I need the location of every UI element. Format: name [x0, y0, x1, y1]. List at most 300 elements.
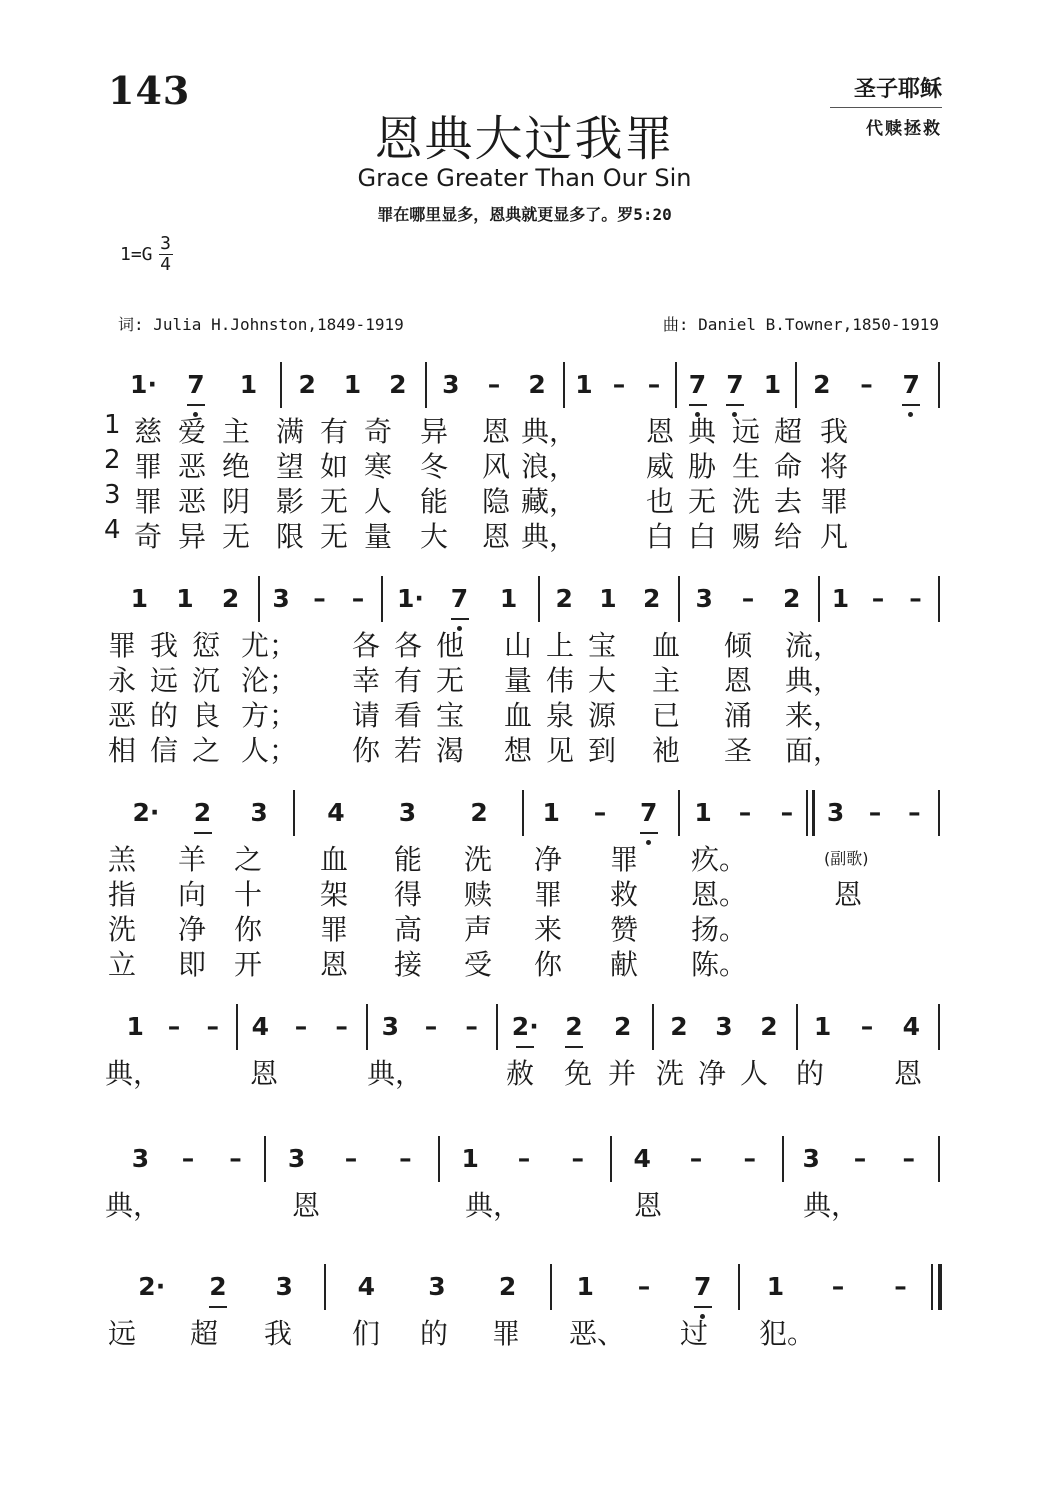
note: –: [294, 1012, 308, 1041]
double-bar-line: [812, 790, 815, 836]
lyric-syllable: 沉: [191, 664, 220, 697]
lyric-syllable: 各: [351, 629, 380, 662]
note: 1: [575, 370, 593, 399]
lyric-syllable: 凡: [819, 520, 848, 553]
note: –: [571, 1144, 584, 1173]
bar-line: [818, 576, 820, 622]
lyric-syllable: 寒: [363, 450, 392, 483]
bar-line: [366, 1004, 368, 1050]
note: 2: [643, 584, 661, 613]
lyric-syllable: 受: [463, 948, 492, 981]
lyric-syllable: 恶: [177, 450, 206, 483]
verse-number: 2: [104, 445, 121, 475]
category-sub: 代赎拯救: [866, 119, 942, 139]
lyric-syllable: 能: [393, 843, 422, 876]
category-main: 圣子耶稣: [830, 72, 942, 108]
lyric-line-1: [105, 1184, 942, 1222]
note: 2: [204, 1272, 232, 1301]
lyric-syllable: 阴: [221, 485, 250, 518]
lyric-syllable: 想: [503, 734, 532, 767]
lyric-syllable: 给: [773, 520, 802, 553]
lyric-syllable: 洗: [107, 913, 136, 946]
note: 1: [126, 1012, 144, 1041]
refrain-label: (副歌): [824, 849, 869, 868]
note: 3: [381, 1012, 400, 1041]
lyric-syllable: 净: [177, 913, 206, 946]
bar-line: [610, 1136, 612, 1182]
lyric-syllable: 恩: [319, 948, 348, 981]
lyric-syllable: 无: [221, 520, 250, 553]
lyric-syllable: 上: [545, 629, 574, 662]
note: –: [868, 798, 882, 827]
note: 3: [826, 798, 845, 827]
lyric-syllable: 十: [233, 878, 262, 911]
note: 1·: [396, 584, 424, 613]
bar-line: [652, 1004, 654, 1050]
lyric-syllable: 恩: [249, 1057, 278, 1090]
note: 3: [715, 1012, 733, 1041]
lyric-syllable: 人: [363, 485, 392, 518]
bar-line: [796, 1004, 798, 1050]
bar-line: [738, 1264, 740, 1310]
note: 2: [189, 798, 217, 827]
lyric-syllable: 血: [503, 699, 532, 732]
lyric-syllable: 恶、: [569, 1317, 626, 1350]
lyric-syllable: 如: [319, 450, 348, 483]
bar-line: [938, 1004, 940, 1050]
lyric-syllable: 陈。: [691, 948, 748, 981]
lyric-syllable: 源: [587, 699, 616, 732]
lyric-syllable: 典，: [803, 1189, 860, 1222]
note: –: [831, 1272, 845, 1301]
note: 2: [555, 584, 573, 613]
note: 2·: [511, 1012, 539, 1041]
lyric-syllable: 能: [419, 485, 448, 518]
lyric-syllable: 有: [393, 664, 422, 697]
bar-line: [938, 362, 940, 408]
time-signature-bottom: 4: [160, 254, 171, 275]
lyric-syllable: 你: [233, 913, 262, 946]
double-bar-line: [938, 1264, 942, 1310]
lyric-syllable: 泉: [545, 699, 574, 732]
lyric-syllable: 声: [463, 913, 492, 946]
lyric-syllable: 宝: [587, 629, 616, 662]
lyric-syllable: 的: [795, 1057, 824, 1090]
lyric-line-3: [107, 908, 942, 946]
note: 4: [251, 1012, 270, 1041]
note: 7: [897, 370, 925, 399]
lyric-syllable: 胁: [687, 450, 716, 483]
note: –: [780, 798, 794, 827]
lyric-syllable: 面，: [785, 734, 842, 767]
lyric-syllable: 并: [607, 1057, 636, 1090]
lyric-syllable: 生: [731, 450, 760, 483]
note: 4: [902, 1012, 921, 1041]
note: 2: [670, 1012, 688, 1041]
lyric-syllable: 也: [645, 485, 674, 518]
lyric-syllable: 主: [651, 664, 680, 697]
lyric-syllable: 有: [319, 415, 348, 448]
lyric-syllable: 恩: [481, 520, 510, 553]
note: 1: [461, 1144, 479, 1173]
lyric-syllable: 若: [393, 734, 422, 767]
lyric-syllable: 即: [177, 948, 206, 981]
lyric-syllable: 恶: [177, 485, 206, 518]
lyric-syllable: 向: [177, 878, 206, 911]
lyric-syllable: 尤；: [241, 629, 298, 662]
lyric-syllable: 将: [819, 450, 848, 483]
lyric-line-1: [107, 838, 942, 876]
lyric-syllable: 远: [731, 415, 760, 448]
lyric-syllable: 到: [587, 734, 616, 767]
lyric-syllable: 伟: [545, 664, 574, 697]
lyric-syllable: 开: [233, 948, 262, 981]
lyric-syllable: 献: [609, 948, 638, 981]
verse-number: 4: [104, 515, 121, 545]
lyric-syllable: 永: [107, 664, 136, 697]
score-system-6: [107, 1264, 942, 1464]
note: 1: [766, 1272, 785, 1301]
lyricist-credit: 词: Julia H.Johnston,1849-1919: [118, 315, 404, 334]
lyric-syllable: 我: [819, 415, 848, 448]
note: 2·: [132, 798, 160, 827]
lyric-syllable: 扬。: [691, 913, 748, 946]
lyric-syllable: 祂: [651, 734, 680, 767]
bar-line: [324, 1264, 326, 1310]
note: 1: [813, 1012, 832, 1041]
note: 7: [635, 798, 663, 827]
bar-line: [280, 362, 282, 408]
note: 1: [599, 584, 617, 613]
lyric-syllable: 罪: [319, 913, 348, 946]
lyric-syllable: 已: [651, 699, 680, 732]
lyric-syllable: 命: [773, 450, 802, 483]
lyric-syllable: 立: [107, 948, 136, 981]
note: –: [909, 584, 922, 613]
note: –: [593, 798, 607, 827]
note: 7: [182, 370, 210, 399]
lyric-syllable: 量: [503, 664, 532, 697]
time-signature: [159, 234, 173, 275]
note: 2: [760, 1012, 778, 1041]
note: –: [399, 1144, 412, 1173]
notes-row: [112, 1136, 942, 1184]
lyric-syllable: 流，: [785, 629, 842, 662]
lyric-syllable: 过: [679, 1317, 708, 1350]
score-system-1: [104, 362, 942, 562]
lyric-syllable: 各: [393, 629, 422, 662]
note: –: [229, 1144, 242, 1173]
note: –: [465, 1012, 478, 1041]
note: –: [517, 1144, 531, 1173]
note: –: [313, 584, 326, 613]
note: –: [743, 1144, 756, 1173]
lyric-syllable: 良: [191, 699, 220, 732]
scripture-reference: 罪在哪里显多，恩典就更显多了。罗5:20: [377, 205, 672, 224]
lyric-syllable: 恩。: [691, 878, 748, 911]
lyric-syllable: 赞: [609, 913, 638, 946]
lyric-syllable: 无: [319, 485, 348, 518]
lyric-syllable: 羔: [107, 843, 136, 876]
bar-line: [438, 1136, 440, 1182]
note: –: [351, 584, 365, 613]
lyric-syllable: 浪，: [521, 450, 578, 483]
lyric-syllable: 主: [221, 415, 250, 448]
lyric-syllable: 典，: [105, 1057, 162, 1090]
bar-line: [678, 790, 680, 836]
note: 4: [357, 1272, 376, 1301]
lyric-line-1: [107, 624, 942, 662]
note: 3: [275, 1272, 293, 1301]
lyric-syllable: 救: [609, 878, 638, 911]
note: –: [344, 1144, 358, 1173]
bar-line: [258, 576, 260, 622]
note: 7: [721, 370, 749, 399]
lyric-syllable: 信: [149, 734, 178, 767]
note: 1: [694, 798, 712, 827]
lyric-syllable: 超: [189, 1317, 218, 1350]
lyric-syllable: 罪: [133, 450, 162, 483]
note: 3: [398, 798, 417, 827]
lyric-syllable: 异: [177, 520, 206, 553]
lyric-syllable: 架: [319, 878, 348, 911]
lyric-syllable: 罪: [533, 878, 562, 911]
note: 2: [528, 370, 546, 399]
note: –: [894, 1272, 907, 1301]
lyric-syllable: 典，: [367, 1057, 424, 1090]
hymn-title-english: Grace Greater Than Our Sin: [357, 164, 692, 192]
note: 2: [813, 370, 831, 399]
lyric-syllable: 得: [393, 878, 422, 911]
note: 2: [783, 584, 801, 613]
lyric-syllable: 你: [351, 734, 380, 767]
lyric-syllable: 接: [393, 948, 422, 981]
bar-line: [938, 1136, 940, 1182]
lyric-line-1: [104, 410, 942, 448]
note: 2: [389, 370, 407, 399]
note: –: [871, 584, 885, 613]
lyric-syllable: 恶: [107, 699, 136, 732]
lyric-syllable: 来: [533, 913, 562, 946]
note: –: [860, 1012, 874, 1041]
lyric-syllable: 恩: [633, 1189, 662, 1222]
note: 1: [176, 584, 194, 613]
lyric-syllable: 恩: [723, 664, 752, 697]
note: 3: [802, 1144, 820, 1173]
note: 2: [614, 1012, 632, 1041]
lyric-syllable: 无: [319, 520, 348, 553]
lyric-line-2: [104, 445, 942, 483]
score-system-2: [107, 576, 942, 776]
note: –: [853, 1144, 867, 1173]
lyric-syllable: 去: [773, 485, 802, 518]
bar-line: [938, 790, 940, 836]
lyric-syllable: 倾: [723, 629, 752, 662]
note: –: [181, 1144, 195, 1173]
note: –: [738, 798, 752, 827]
lyric-syllable: 恩: [645, 415, 674, 448]
note: –: [902, 1144, 915, 1173]
note: 3: [442, 370, 460, 399]
lyric-syllable: 指: [107, 878, 136, 911]
lyric-syllable: 人: [739, 1057, 768, 1090]
notes-row: [112, 1264, 942, 1312]
lyric-syllable: 白: [645, 520, 674, 553]
bar-line: [425, 362, 427, 408]
notes-row: [112, 1004, 942, 1052]
note: –: [908, 798, 921, 827]
lyric-syllable: 恩: [893, 1057, 922, 1090]
bar-line: [550, 1264, 552, 1310]
lyric-syllable: 洗: [463, 843, 492, 876]
bar-line: [293, 790, 295, 836]
lyric-syllable: 无: [687, 485, 716, 518]
note: 4: [633, 1144, 651, 1173]
lyric-syllable: 望: [275, 450, 304, 483]
note: 1: [499, 584, 518, 613]
note: 3: [287, 1144, 306, 1173]
lyric-syllable: 山: [503, 629, 532, 662]
lyric-line-3: [107, 694, 942, 732]
notes-row: [112, 576, 942, 624]
lyric-syllable: 来，: [785, 699, 842, 732]
lyric-syllable: 羊: [177, 843, 206, 876]
note: 7: [446, 584, 474, 613]
lyric-syllable: 异: [419, 415, 448, 448]
lyric-syllable: 绝: [221, 450, 250, 483]
lyric-syllable: 你: [533, 948, 562, 981]
lyric-syllable: 赐: [731, 520, 760, 553]
lyric-syllable: 的: [419, 1317, 448, 1350]
lyric-line-3: [104, 480, 942, 518]
lyric-syllable: 宝: [435, 699, 464, 732]
lyric-line-1: [105, 1052, 942, 1090]
note: 1: [831, 584, 850, 613]
note: –: [612, 370, 626, 399]
lyric-syllable: 沦；: [241, 664, 298, 697]
lyric-syllable: 方；: [241, 699, 298, 732]
note: –: [487, 370, 501, 399]
lyric-syllable: 相: [107, 734, 136, 767]
lyric-syllable: 罪: [107, 629, 136, 662]
lyric-syllable: 冬: [419, 450, 448, 483]
lyric-syllable: 罪: [491, 1317, 520, 1350]
lyric-syllable: 大: [587, 664, 616, 697]
lyric-syllable: 爱: [177, 415, 206, 448]
hymn-number: 143: [108, 68, 191, 113]
lyric-syllable: 血: [651, 629, 680, 662]
lyric-syllable: 渴: [435, 734, 464, 767]
lyric-syllable: 远: [149, 664, 178, 697]
verse-number: 3: [104, 480, 121, 510]
bar-line: [496, 1004, 498, 1050]
note: 1: [239, 370, 258, 399]
note: 3: [272, 584, 290, 613]
lyric-syllable: 恩: [291, 1189, 320, 1222]
verse-number: 1: [104, 410, 121, 440]
lyric-syllable: 我: [149, 629, 178, 662]
lyric-syllable: 洗: [655, 1057, 684, 1090]
lyric-syllable: 奇: [363, 415, 392, 448]
lyric-syllable: 请: [351, 699, 380, 732]
lyric-line-4: [104, 515, 942, 553]
lyric-syllable: 罪: [133, 485, 162, 518]
lyric-syllable: 赎: [463, 878, 492, 911]
lyric-syllable: 看: [393, 699, 422, 732]
lyric-syllable: 典，: [521, 520, 578, 553]
lyric-syllable: 超: [773, 415, 802, 448]
lyric-syllable: 高: [393, 913, 422, 946]
lyric-syllable: 我: [263, 1317, 292, 1350]
lyric-line-4: [107, 943, 942, 981]
note: 3: [695, 584, 713, 613]
note: 7: [684, 370, 712, 399]
lyric-syllable: 幸: [351, 664, 380, 697]
note: 1: [576, 1272, 594, 1301]
note: –: [167, 1012, 181, 1041]
bar-line: [538, 576, 540, 622]
time-signature-top: 3: [160, 233, 171, 254]
lyric-syllable: 影: [275, 485, 304, 518]
lyric-syllable: 大: [419, 520, 448, 553]
key-signature: [120, 234, 173, 275]
lyric-syllable: 限: [275, 520, 304, 553]
lyric-syllable: 罪: [819, 485, 848, 518]
note: 1: [542, 798, 560, 827]
bar-line: [522, 790, 524, 836]
note: –: [741, 584, 755, 613]
note: 2: [498, 1272, 517, 1301]
lyric-syllable: 风: [481, 450, 510, 483]
lyric-syllable: 典，: [105, 1189, 162, 1222]
lyric-syllable: 量: [363, 520, 392, 553]
lyric-syllable: 奇: [133, 520, 162, 553]
lyric-syllable: 赦: [505, 1057, 534, 1090]
lyric-syllable: 之: [191, 734, 220, 767]
lyric-syllable: 净: [533, 843, 562, 876]
note: 2: [470, 798, 488, 827]
lyric-syllable: 典: [687, 415, 716, 448]
score-system-3: [107, 790, 942, 990]
lyric-syllable: 恩: [833, 878, 862, 911]
bar-line: [381, 576, 383, 622]
lyric-syllable: 远: [107, 1317, 136, 1350]
note: 1: [763, 370, 782, 399]
lyric-syllable: 典，: [521, 415, 578, 448]
lyric-syllable: 净: [697, 1057, 726, 1090]
lyric-syllable: 慈: [133, 415, 162, 448]
bar-line: [678, 576, 680, 622]
lyric-syllable: 满: [275, 415, 304, 448]
bar-line: [236, 1004, 238, 1050]
bar-line: [782, 1136, 784, 1182]
note: 2: [221, 584, 240, 613]
notes-row: [112, 362, 942, 410]
notes-row: [112, 790, 942, 838]
hymn-title-chinese: 恩典大过我罪: [374, 111, 675, 167]
lyric-syllable: 洗: [731, 485, 760, 518]
lyric-syllable: 无: [435, 664, 464, 697]
note: 2: [560, 1012, 588, 1041]
lyric-syllable: 威: [645, 450, 674, 483]
lyric-syllable: 血: [319, 843, 348, 876]
lyric-syllable: 圣: [723, 734, 752, 767]
lyric-syllable: 愆: [191, 629, 220, 662]
lyric-syllable: 之: [233, 843, 262, 876]
lyric-syllable: 疚。: [691, 843, 748, 876]
lyric-line-2: [107, 659, 942, 697]
bar-line: [795, 362, 797, 408]
